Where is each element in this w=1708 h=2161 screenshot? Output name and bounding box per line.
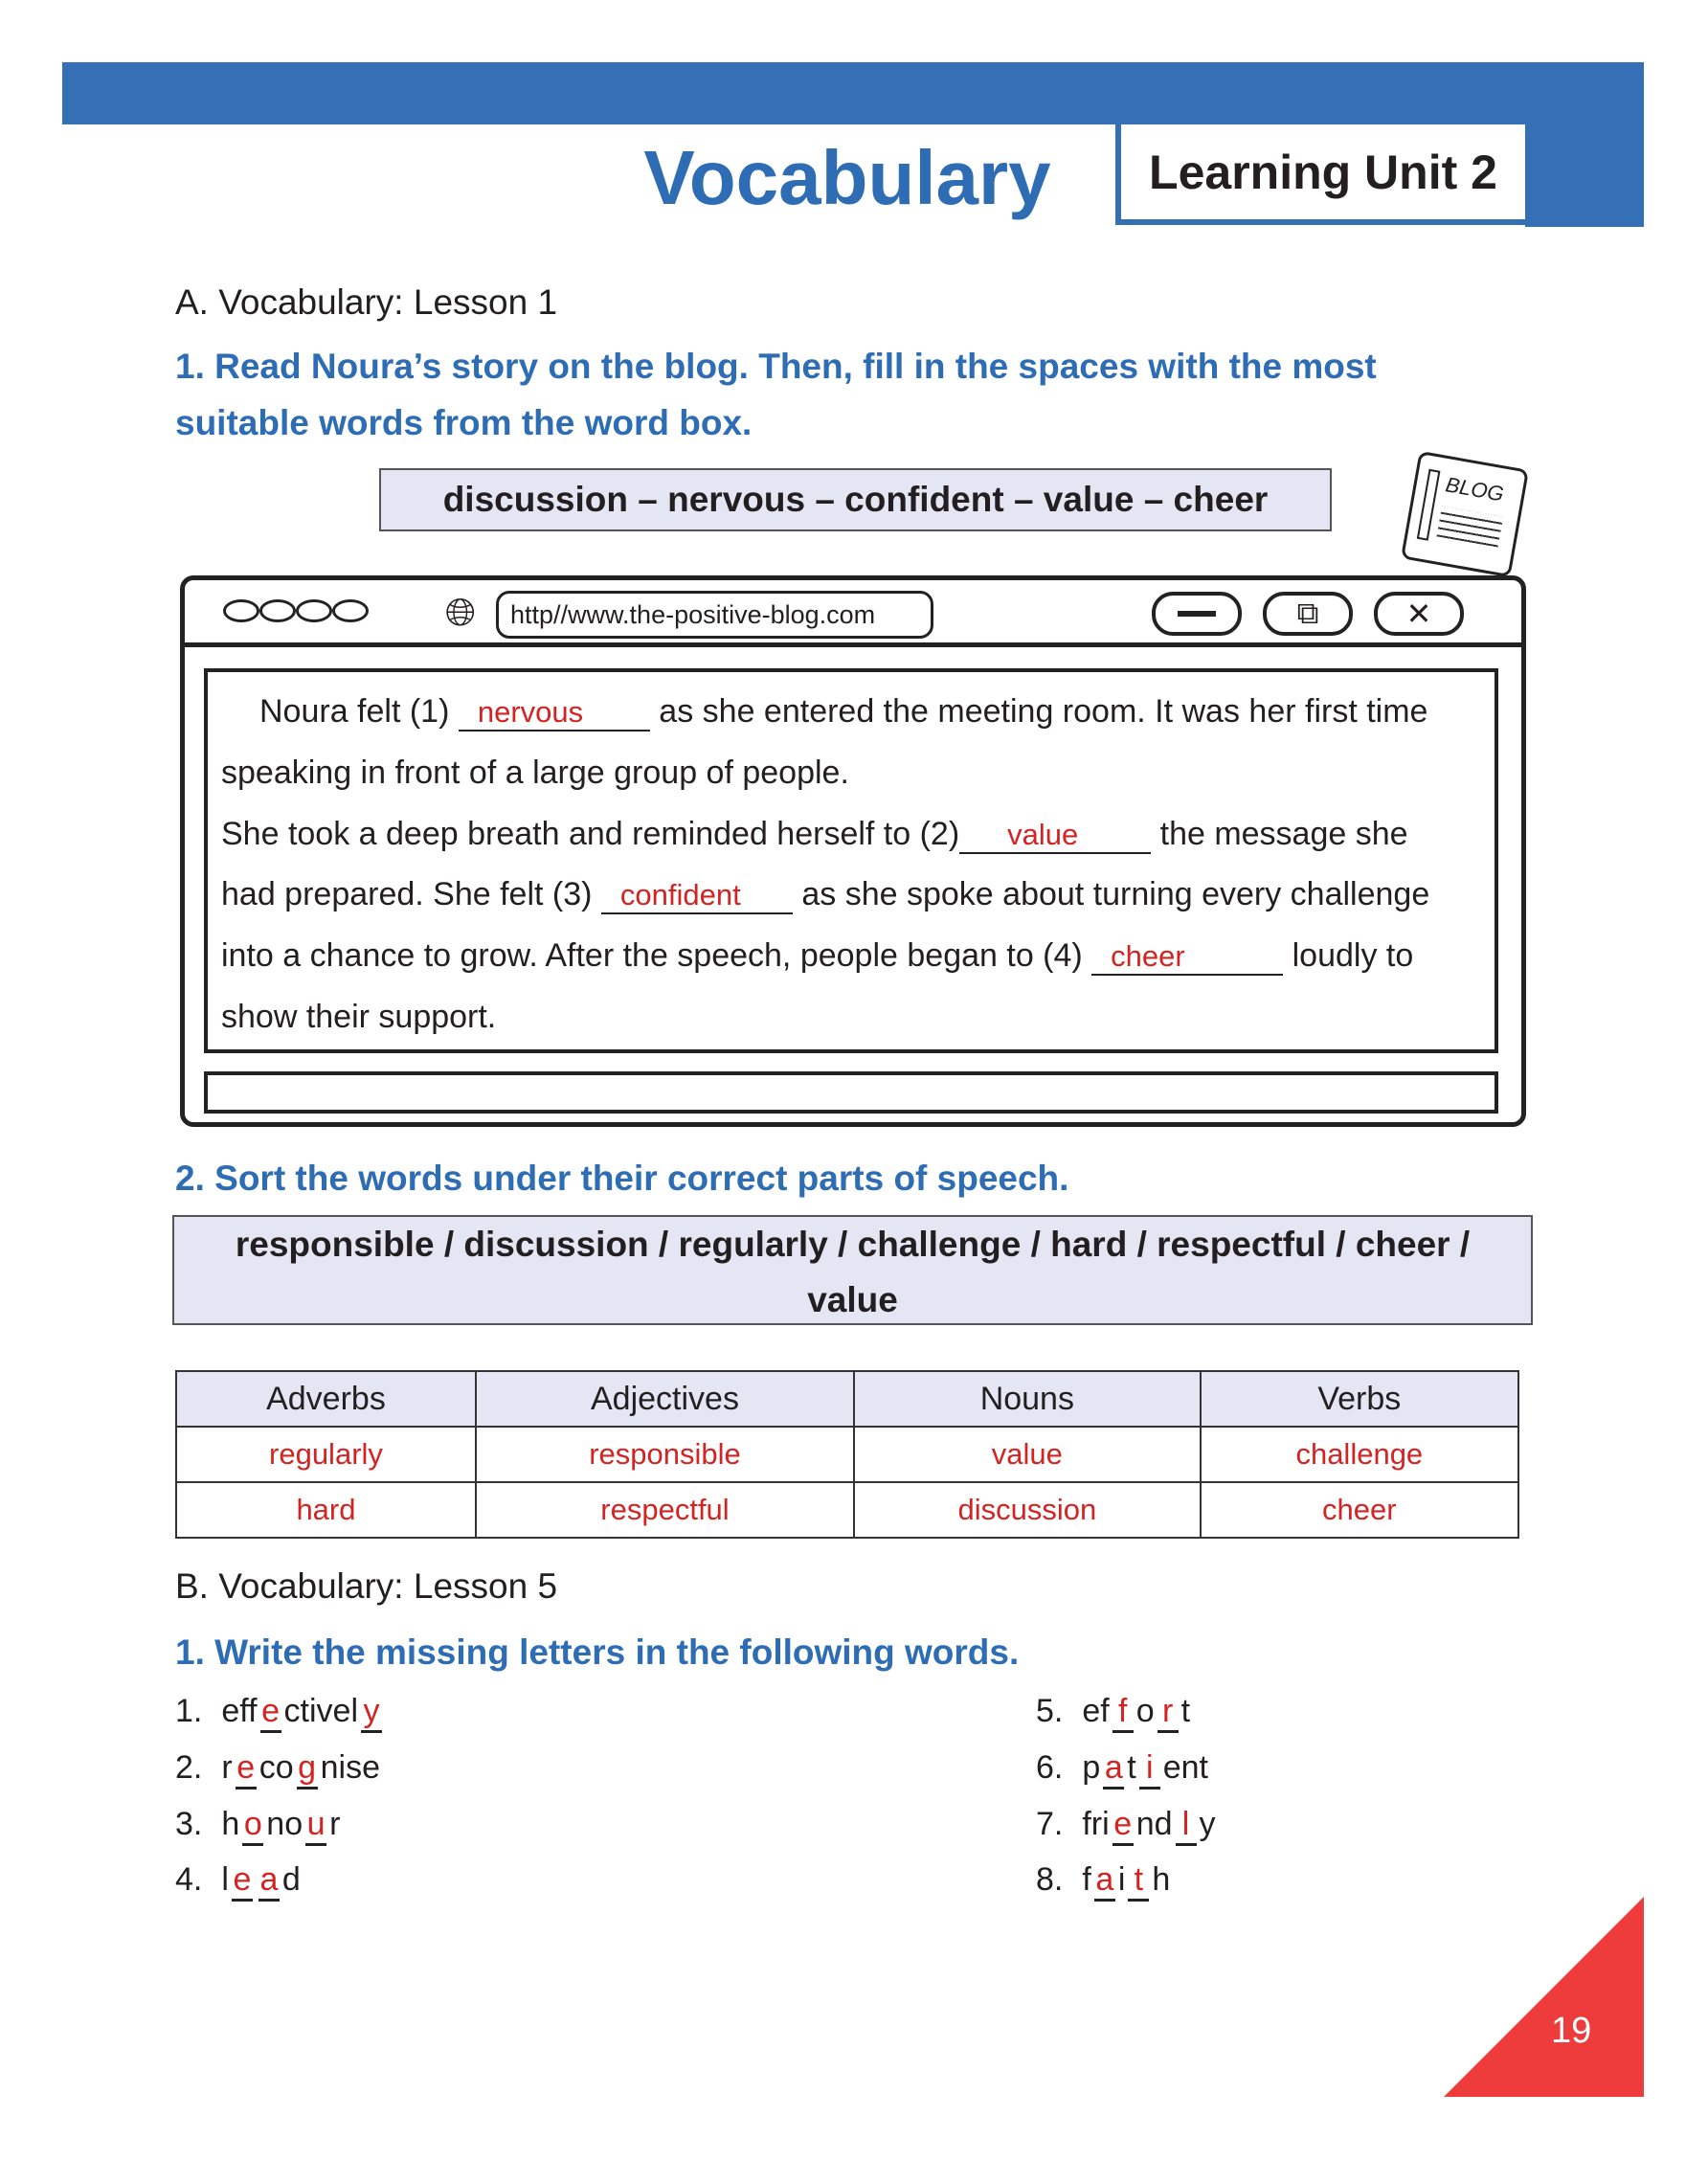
word-part: h [1152,1861,1171,1898]
word-part: ent [1162,1749,1208,1786]
tab-dot-icon [296,599,332,622]
answer-4[interactable]: cheer [1091,939,1283,976]
missing-letter[interactable]: e [1112,1806,1134,1846]
b1-instruction: 1. Write the missing letters in the following words. [175,1632,1020,1672]
missing-letter[interactable]: a [1103,1749,1124,1790]
word-item [1036,1861,1170,1902]
story-line [221,876,1429,914]
word-item [175,1749,380,1790]
restore-icon: ⧉ [1296,596,1319,630]
q2-instruction: 2. Sort the words under their correct parts of speech. [175,1159,1069,1198]
minimize-icon [1178,611,1216,617]
word-item [1036,1693,1190,1733]
story-line [221,816,1408,854]
section-a-heading: A. Vocabulary: Lesson 1 [175,282,558,322]
word-item [1036,1749,1208,1790]
story-line: speaking in front of a large group of people. [221,754,849,791]
word-part: eff [221,1693,258,1729]
missing-letter[interactable]: e [236,1749,257,1790]
missing-letter[interactable]: o [242,1806,263,1846]
table-row [176,1482,1518,1538]
missing-letter[interactable]: a [1094,1861,1115,1902]
word-part: i [1117,1861,1126,1898]
header-verbs: Verbs [1201,1371,1518,1427]
word-box-1: discussion – nervous – confident – value – cheer [379,468,1332,531]
story-text: into a chance to grow. After the speech, people began to (4) [221,937,1092,974]
notepad-lines-icon [1436,506,1503,552]
story-line: show their support. [221,999,497,1035]
item-number: 3. [175,1806,203,1842]
word-part: t [1180,1693,1191,1729]
blog-icon-label: BLOG [1443,472,1506,506]
story-text: the message she [1151,816,1408,852]
address-bar[interactable]: http//www.the-positive-blog.com [496,591,933,639]
browser-status-bar [204,1071,1498,1114]
blog-story [204,668,1498,1053]
table-cell[interactable]: regularly [176,1427,476,1482]
answer-3[interactable]: confident [601,878,793,914]
story-text: She took a deep breath and reminded herself to (2) [221,816,960,852]
header-band [62,62,1644,124]
word-part: r [329,1806,341,1842]
item-number: 2. [175,1749,203,1786]
close-icon: ✕ [1405,597,1432,631]
table-cell[interactable]: cheer [1201,1482,1518,1538]
word-part: no [266,1806,303,1842]
restore-button[interactable] [1263,592,1353,636]
story-line [221,937,1413,976]
missing-letter[interactable]: l [1176,1806,1197,1846]
missing-letter[interactable]: u [305,1806,326,1846]
header-nouns: Nouns [854,1371,1201,1427]
word-part: l [221,1861,229,1898]
tab-dot-icon [332,599,369,622]
minimize-button[interactable] [1152,592,1242,636]
page-number: 19 [1551,2011,1592,2051]
table-row [176,1427,1518,1482]
word-part: h [221,1806,240,1842]
table-cell[interactable]: respectful [476,1482,854,1538]
word-item [1036,1806,1216,1846]
word-part: o [1135,1693,1155,1729]
close-button[interactable] [1374,592,1464,636]
answer-1[interactable]: nervous [459,695,650,732]
word-part: f [1082,1861,1091,1898]
header-band-tab [1525,124,1644,227]
story-text: as she entered the meeting room. It was her first time [649,693,1428,730]
story-line [259,693,1427,732]
word-item [175,1861,301,1902]
missing-letter[interactable]: e [232,1861,253,1902]
word-part: d [281,1861,301,1898]
page-title: Vocabulary [643,135,1051,220]
table-cell[interactable]: value [854,1427,1201,1482]
word-part: ctivel [283,1693,359,1729]
word-item [175,1806,340,1846]
word-box-2-line1: responsible / discussion / regularly / challenge / hard / respectful / cheer / [235,1225,1471,1264]
story-text: as she spoke about turning every challenge [792,876,1430,912]
missing-letter[interactable]: t [1128,1861,1149,1902]
section-b-heading: B. Vocabulary: Lesson 5 [175,1566,558,1606]
word-part: fri [1082,1806,1110,1842]
globe-icon: 🌐︎ [445,592,476,634]
word-part: ef [1082,1693,1110,1729]
table-cell[interactable]: challenge [1201,1427,1518,1482]
word-item [175,1693,385,1733]
item-number: 7. [1036,1806,1064,1842]
q1-instruction-line2: suitable words from the word box. [175,403,753,442]
table-header-row [176,1371,1518,1427]
item-number: 8. [1036,1861,1064,1898]
story-text: loudly to [1283,937,1414,974]
tab-dot-icon [223,599,259,622]
missing-letter[interactable]: a [258,1861,280,1902]
word-part: y [1199,1806,1216,1842]
missing-letter[interactable]: e [260,1693,281,1733]
q1-instruction-line1: 1. Read Noura’s story on the blog. Then, fill in the spaces with the most [175,347,1377,386]
missing-letter[interactable]: i [1139,1749,1160,1790]
table-cell[interactable]: hard [176,1482,476,1538]
story-text: Noura felt (1) [259,693,459,730]
word-part: t [1127,1749,1136,1786]
table-cell[interactable]: discussion [854,1482,1201,1538]
word-box-2-line2: value [807,1280,898,1319]
browser-window [180,575,1526,1127]
word-part: nise [320,1749,380,1786]
browser-toolbar [185,580,1521,647]
item-number: 4. [175,1861,203,1898]
missing-letter[interactable]: y [361,1693,382,1733]
corner-triangle [1444,1897,1644,2097]
word-part: co [258,1749,294,1786]
unit-label: Learning Unit 2 [1115,124,1525,225]
story-text: had prepared. She felt (3) [221,876,601,912]
parts-of-speech-table [175,1370,1519,1539]
header-adverbs: Adverbs [176,1371,476,1427]
missing-letter[interactable]: f [1112,1693,1134,1733]
item-number: 1. [175,1693,203,1729]
word-part: r [221,1749,233,1786]
header-adjectives: Adjectives [476,1371,854,1427]
item-number: 6. [1036,1749,1064,1786]
missing-letter[interactable]: r [1157,1693,1179,1733]
q1-instruction [175,338,1377,451]
item-number: 5. [1036,1693,1064,1729]
tab-dot-icon [259,599,296,622]
answer-2[interactable]: value [959,818,1151,854]
blog-notepad-icon [1401,451,1529,577]
word-part: nd [1135,1806,1173,1842]
word-part: p [1082,1749,1101,1786]
table-cell[interactable]: responsible [476,1427,854,1482]
missing-letter[interactable]: g [297,1749,318,1790]
word-box-2 [172,1215,1533,1325]
